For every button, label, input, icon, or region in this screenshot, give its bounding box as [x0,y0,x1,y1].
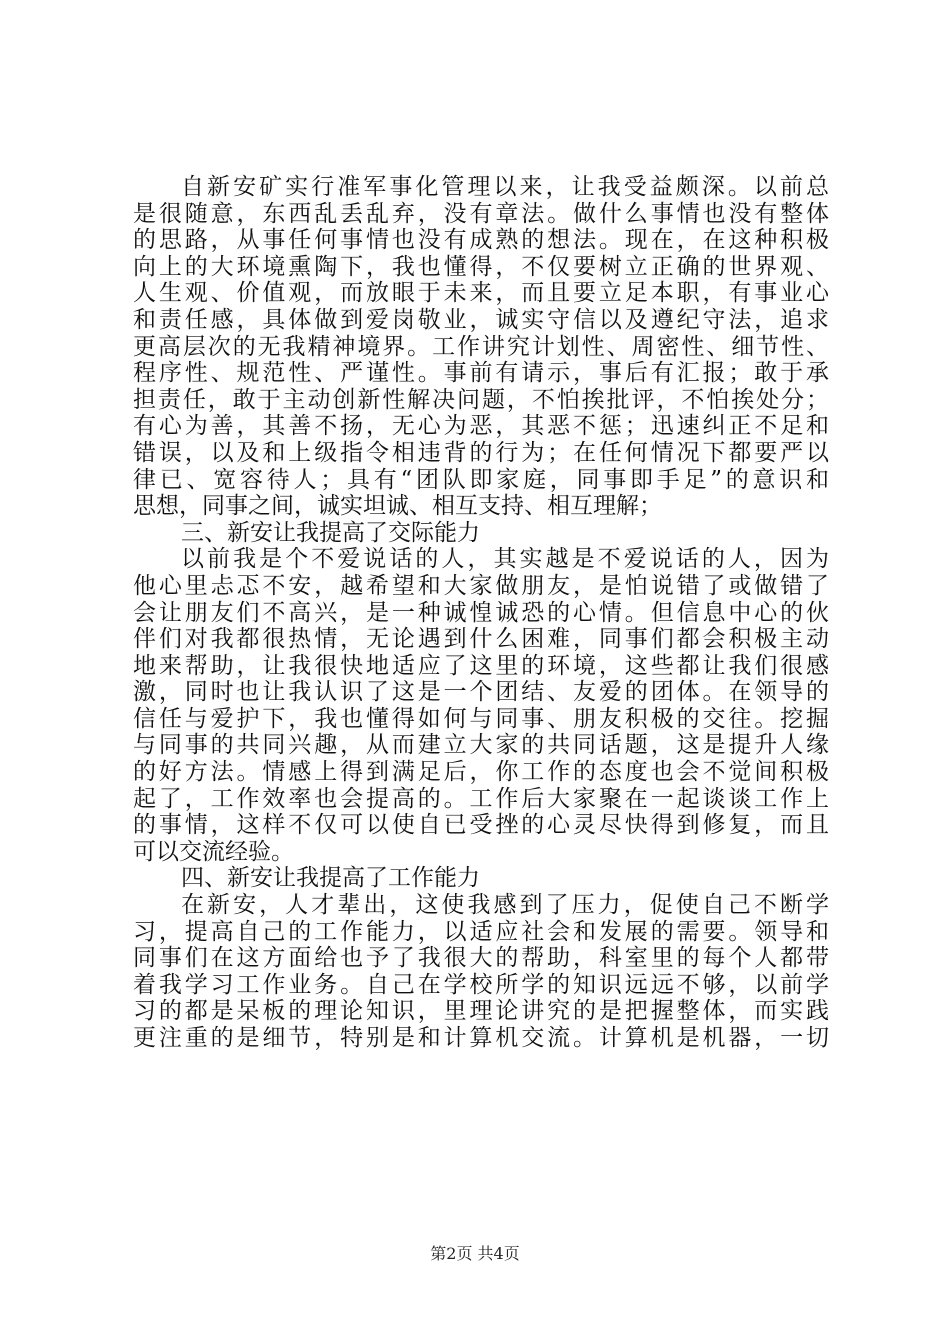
body-text [133,174,829,1052]
paragraph-line: 和责任感，具体做到爱岗敬业，诚实守信以及遵纪守法，追求 [133,306,829,333]
paragraph-line: 人生观、价值观，而放眼于未来，而且要立足本职，有事业心 [133,280,829,307]
paragraph-line: 律已、宽容待人；具有“团队即家庭，同事即手足”的意识和 [133,466,829,493]
paragraph-line: 他心里忐忑不安，越希望和大家做朋友，是怕说错了或做错了 [133,572,829,599]
paragraph-line: 会让朋友们不高兴，是一种诚惶诚恐的心情。但信息中心的伙 [133,599,829,626]
page-footer: 第2页 共4页 [430,1244,520,1263]
paragraph-line: 有心为善，其善不扬，无心为恶，其恶不惩；迅速纠正不足和 [133,413,829,440]
paragraph-line: 的事情，这样不仅可以使自已受挫的心灵尽快得到修复，而且 [133,812,829,839]
paragraph-line: 信任与爱护下，我也懂得如何与同事、朋友积极的交往。挖掘 [133,705,829,732]
paragraph-line: 与同事的共同兴趣，从而建立大家的共同话题，这是提升人缘 [133,732,829,759]
paragraph-line: 担责任，敢于主动创新性解决问题，不怕挨批评，不怕挨处分； [133,386,829,413]
paragraph-line: 在新安，人才辈出，这使我感到了压力，促使自己不断学 [181,892,829,919]
paragraph-line: 的好方法。情感上得到满足后，你工作的态度也会不觉间积极 [133,759,829,786]
paragraph-line: 以前我是个不爱说话的人，其实越是不爱说话的人，因为 [181,546,829,573]
paragraph-line: 的思路，从事任何事情也没有成熟的想法。现在，在这种积极 [133,227,829,254]
paragraph-line: 地来帮助，让我很快地适应了这里的环境，这些都让我们很感 [133,652,829,679]
paragraph-line: 激，同时也让我认识了这是一个团结、友爱的团体。在领导的 [133,679,829,706]
paragraph-line: 是很随意，东西乱丢乱弃，没有章法。做什么事情也没有整体 [133,200,829,227]
paragraph-line: 自新安矿实行准军事化管理以来，让我受益颇深。以前总 [181,174,829,200]
paragraph-line: 向上的大环境熏陶下，我也懂得，不仅要树立正确的世界观、 [133,253,829,280]
paragraph-line: 起了，工作效率也会提高的。工作后大家聚在一起谈谈工作上 [133,785,829,812]
paragraph-line: 更高层次的无我精神境界。工作讲究计划性、周密性、细节性、 [133,333,829,360]
paragraph-line: 习，提高自己的工作能力，以适应社会和发展的需要。领导和 [133,918,829,945]
paragraph-line: 习的都是呆板的理论知识，里理论讲究的是把握整体，而实践 [133,998,829,1025]
paragraph-line: 可以交流经验。 [133,838,294,865]
paragraph-line: 伴们对我都很热情，无论遇到什么困难，同事们都会积极主动 [133,626,829,653]
paragraph-line: 错误，以及和上级指令相违背的行为；在任何情况下都要严以 [133,439,829,466]
section-heading: 三、新安让我提高了交际能力 [181,519,480,546]
paragraph-line: 思想，同事之间，诚实坦诚、相互支持、相互理解； [133,493,662,520]
paragraph-line: 程序性、规范性、严谨性。事前有请示，事后有汇报；敢于承 [133,360,829,387]
paragraph-line: 着我学习工作业务。自己在学校所学的知识远远不够，以前学 [133,971,829,998]
section-heading: 四、新安让我提高了工作能力 [181,865,480,892]
paragraph-line: 更注重的是细节，特别是和计算机交流。计算机是机器，一切 [133,1025,829,1051]
paragraph-line: 同事们在这方面给也予了我很大的帮助，科室里的每个人都带 [133,945,829,972]
